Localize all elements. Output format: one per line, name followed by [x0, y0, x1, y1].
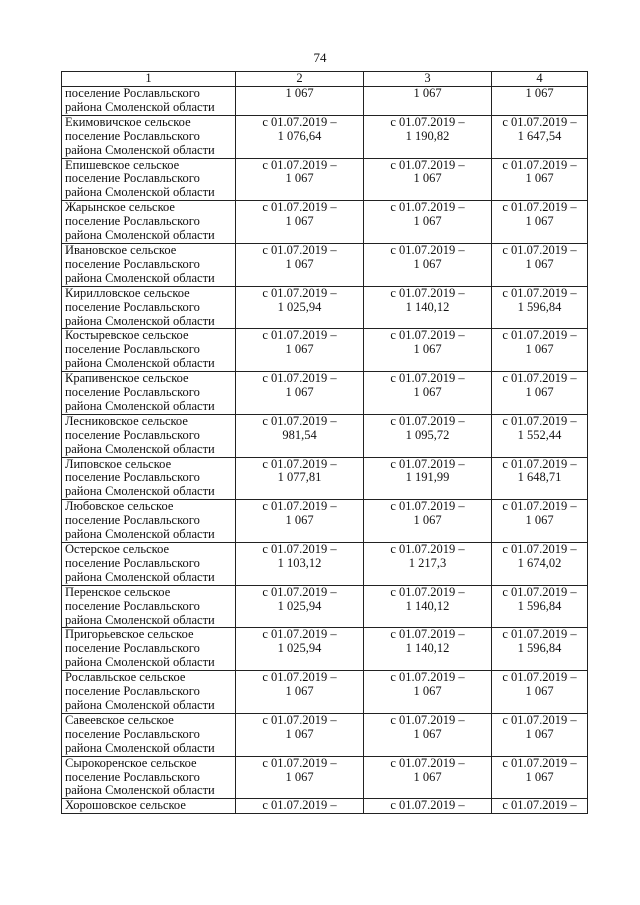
settlement-name-cell-line: Крапивенское сельское	[65, 371, 189, 386]
settlement-name-cell-line: Рославльское сельское	[65, 670, 186, 685]
value-cell-col2-line: с 01.07.2019 –	[262, 713, 337, 727]
table-row	[62, 87, 588, 116]
value-cell-col2	[236, 201, 364, 244]
settlement-name-cell-line: поселение Рославльского	[65, 128, 200, 143]
settlement-name-cell-line: Костыревское сельское	[65, 328, 189, 343]
value-cell-col3-line: 1 095,72	[405, 427, 450, 442]
settlement-name-cell-line: поселение Рославльского	[65, 171, 200, 186]
value-cell-col2	[236, 628, 364, 671]
value-cell-col2-line: 981,54	[282, 427, 317, 442]
value-cell-col3-line: 1 191,99	[405, 470, 450, 485]
settlement-name-cell	[62, 713, 236, 756]
settlement-name-cell	[62, 585, 236, 628]
table-header	[62, 72, 588, 87]
settlement-name-cell-line: Любовское сельское	[65, 499, 174, 514]
settlement-name-cell	[62, 158, 236, 201]
value-cell-col3	[364, 500, 492, 543]
value-cell-col2-line: 1 076,64	[277, 128, 322, 143]
settlement-name-cell-line: района Смоленской области	[65, 228, 215, 243]
value-cell-col2-line: 1 025,94	[277, 598, 322, 613]
value-cell-col2	[236, 457, 364, 500]
value-cell-col4-line: с 01.07.2019 –	[502, 414, 577, 428]
value-cell-col4-line: с 01.07.2019 –	[502, 713, 577, 727]
value-cell-col4-line: 1 067	[525, 684, 554, 699]
value-cell-col4-line: 1 067	[525, 342, 554, 357]
settlement-name-cell-line: района Смоленской области	[65, 527, 215, 542]
settlement-name-cell-line: района Смоленской области	[65, 99, 215, 114]
value-cell-col3-line: 1 067	[413, 214, 442, 229]
value-cell-col2-line: 1 067	[285, 171, 314, 186]
value-cell-col2-line: 1 067	[285, 769, 314, 784]
value-cell-col2	[236, 671, 364, 714]
settlement-name-cell-line: района Смоленской области	[65, 185, 215, 200]
settlement-name-cell-line: поселение Рославльского	[65, 726, 200, 741]
value-cell-col4-line: 1 552,44	[517, 427, 562, 442]
value-cell-col2-line: с 01.07.2019 –	[262, 457, 337, 471]
settlement-name-cell-line: района Смоленской области	[65, 398, 215, 413]
value-cell-col4-line: 1 067	[525, 726, 554, 741]
settlement-name-cell-line: поселение Рославльского	[65, 299, 200, 314]
value-cell-col3-line: 1 067	[413, 342, 442, 357]
value-cell-col3-line: 1 067	[413, 171, 442, 186]
settlement-name-cell-line: района Смоленской области	[65, 270, 215, 285]
value-cell-col3-line: 1 067	[413, 769, 442, 784]
settlement-name-cell-line: Екимовичское сельское	[65, 115, 191, 129]
settlement-name-cell-line: поселение Рославльского	[65, 555, 200, 570]
settlement-name-cell-line: района Смоленской области	[65, 313, 215, 328]
value-cell-col2-line: с 01.07.2019 –	[262, 499, 337, 514]
settlement-name-cell-line: поселение Рославльского	[65, 385, 200, 400]
value-cell-col4-line: с 01.07.2019 –	[502, 457, 577, 471]
tariff-table	[61, 71, 588, 814]
value-cell-col2-line: 1 077,81	[277, 470, 322, 485]
column-header-4: 4	[492, 72, 588, 87]
value-cell-col4-line: с 01.07.2019 –	[502, 798, 577, 813]
value-cell-col3-line: с 01.07.2019 –	[390, 798, 465, 813]
value-cell-col2	[236, 115, 364, 158]
settlement-name-cell	[62, 286, 236, 329]
settlement-name-cell-line: Епишевское сельское	[65, 158, 180, 172]
settlement-name-cell	[62, 372, 236, 415]
settlement-name-cell-line: поселение Рославльского	[65, 769, 200, 784]
settlement-name-cell-line: поселение Рославльского	[65, 427, 200, 442]
value-cell-col4	[492, 628, 588, 671]
value-cell-col3	[364, 372, 492, 415]
value-cell-col4-line: с 01.07.2019 –	[502, 200, 577, 215]
value-cell-col2-line: 1 025,94	[277, 641, 322, 656]
value-cell-col2-line: с 01.07.2019 –	[262, 798, 337, 813]
value-cell-col3-line: с 01.07.2019 –	[390, 457, 465, 471]
settlement-name-cell-line: поселение Рославльского	[65, 86, 200, 100]
settlement-name-cell-line: района Смоленской области	[65, 783, 215, 798]
settlement-name-cell-line: Пригорьевское сельское	[65, 627, 194, 642]
value-cell-col4	[492, 158, 588, 201]
value-cell-col4-line: 1 067	[525, 86, 554, 100]
value-cell-col4-line: с 01.07.2019 –	[502, 243, 577, 257]
value-cell-col2	[236, 799, 364, 814]
value-cell-col4-line: с 01.07.2019 –	[502, 499, 577, 514]
value-cell-col2-line: 1 067	[285, 342, 314, 357]
page-number: 74	[313, 50, 327, 65]
value-cell-col3	[364, 585, 492, 628]
value-cell-col3-line: 1 067	[413, 513, 442, 528]
settlement-name-cell-line: района Смоленской области	[65, 484, 215, 499]
settlement-name-cell-line: Кирилловское сельское	[65, 286, 190, 300]
table-row	[62, 158, 588, 201]
value-cell-col2-line: с 01.07.2019 –	[262, 756, 337, 770]
settlement-name-cell-line: района Смоленской области	[65, 697, 215, 712]
value-cell-col4	[492, 372, 588, 415]
value-cell-col2-line: 1 103,12	[277, 555, 322, 570]
value-cell-col4-line: с 01.07.2019 –	[502, 756, 577, 770]
value-cell-col3-line: 1 067	[413, 726, 442, 741]
settlement-name-cell	[62, 115, 236, 158]
settlement-name-cell-line: Жарынское сельское	[65, 200, 175, 215]
settlement-name-cell	[62, 457, 236, 500]
value-cell-col3-line: 1 067	[413, 684, 442, 699]
value-cell-col4	[492, 799, 588, 814]
value-cell-col4	[492, 671, 588, 714]
value-cell-col2-line: 1 067	[285, 214, 314, 229]
value-cell-col3-line: 1 140,12	[405, 299, 450, 314]
value-cell-col3	[364, 87, 492, 116]
settlement-name-cell-line: поселение Рославльского	[65, 470, 200, 485]
value-cell-col3	[364, 628, 492, 671]
settlement-name-cell	[62, 243, 236, 286]
value-cell-col2	[236, 87, 364, 116]
settlement-name-cell-line: поселение Рославльского	[65, 684, 200, 699]
table-row	[62, 414, 588, 457]
value-cell-col2-line: 1 067	[285, 385, 314, 400]
value-cell-col4	[492, 115, 588, 158]
settlement-name-cell	[62, 628, 236, 671]
settlement-name-cell-line: поселение Рославльского	[65, 342, 200, 357]
value-cell-col2-line: с 01.07.2019 –	[262, 414, 337, 428]
value-cell-col4	[492, 201, 588, 244]
settlement-name-cell-line: Ивановское сельское	[65, 243, 177, 257]
value-cell-col4-line: 1 596,84	[517, 641, 562, 656]
value-cell-col3-line: 1 067	[413, 256, 442, 271]
value-cell-col3	[364, 671, 492, 714]
value-cell-col4	[492, 286, 588, 329]
value-cell-col3-line: 1 140,12	[405, 598, 450, 613]
value-cell-col2-line: с 01.07.2019 –	[262, 542, 337, 556]
value-cell-col4	[492, 756, 588, 799]
value-cell-col2	[236, 329, 364, 372]
value-cell-col2	[236, 372, 364, 415]
value-cell-col2-line: с 01.07.2019 –	[262, 585, 337, 599]
value-cell-col3-line: с 01.07.2019 –	[390, 328, 465, 343]
settlement-name-cell	[62, 799, 236, 814]
value-cell-col3-line: с 01.07.2019 –	[390, 115, 465, 129]
settlement-name-cell-line: района Смоленской области	[65, 655, 215, 670]
value-cell-col2-line: с 01.07.2019 –	[262, 200, 337, 215]
value-cell-col2-line: 1 067	[285, 684, 314, 699]
value-cell-col2	[236, 500, 364, 543]
table-row	[62, 243, 588, 286]
table-row	[62, 329, 588, 372]
value-cell-col3-line: 1 067	[413, 86, 442, 100]
value-cell-col3-line: 1 217,3	[408, 555, 447, 570]
value-cell-col3-line: с 01.07.2019 –	[390, 585, 465, 599]
settlement-name-cell-line: района Смоленской области	[65, 569, 215, 584]
value-cell-col3	[364, 543, 492, 586]
value-cell-col2-line: с 01.07.2019 –	[262, 286, 337, 300]
settlement-name-cell-line: Липовское сельское	[65, 457, 172, 471]
value-cell-col2	[236, 585, 364, 628]
column-header-2: 2	[236, 72, 364, 87]
value-cell-col4-line: 1 067	[525, 256, 554, 271]
value-cell-col2	[236, 713, 364, 756]
value-cell-col3	[364, 243, 492, 286]
value-cell-col3-line: с 01.07.2019 –	[390, 542, 465, 556]
column-header-1: 1	[62, 72, 236, 87]
value-cell-col4-line: с 01.07.2019 –	[502, 158, 577, 172]
value-cell-col4	[492, 713, 588, 756]
value-cell-col3	[364, 414, 492, 457]
value-cell-col4-line: с 01.07.2019 –	[502, 115, 577, 129]
value-cell-col2-line: 1 067	[285, 256, 314, 271]
value-cell-col2-line: с 01.07.2019 –	[262, 627, 337, 642]
settlement-name-cell	[62, 543, 236, 586]
settlement-name-cell-line: района Смоленской области	[65, 612, 215, 627]
settlement-name-cell-line: Лесниковское сельское	[65, 414, 188, 428]
value-cell-col4-line: 1 067	[525, 385, 554, 400]
table-row	[62, 500, 588, 543]
settlement-name-cell-line: Сырокоренское сельское	[65, 756, 197, 770]
value-cell-col4	[492, 543, 588, 586]
table-row	[62, 115, 588, 158]
settlement-name-cell-line: Остерское сельское	[65, 542, 170, 556]
value-cell-col3-line: с 01.07.2019 –	[390, 200, 465, 215]
settlement-name-cell-line: района Смоленской области	[65, 142, 215, 157]
value-cell-col3	[364, 756, 492, 799]
settlement-name-cell	[62, 500, 236, 543]
settlement-name-cell-line: поселение Рославльского	[65, 641, 200, 656]
value-cell-col3	[364, 457, 492, 500]
value-cell-col3	[364, 201, 492, 244]
settlement-name-cell	[62, 756, 236, 799]
value-cell-col3-line: с 01.07.2019 –	[390, 286, 465, 300]
value-cell-col2-line: с 01.07.2019 –	[262, 115, 337, 129]
value-cell-col4	[492, 87, 588, 116]
table-body	[62, 87, 588, 814]
value-cell-col3	[364, 329, 492, 372]
value-cell-col4-line: с 01.07.2019 –	[502, 371, 577, 386]
value-cell-col4-line: 1 648,71	[517, 470, 562, 485]
settlement-name-cell-line: района Смоленской области	[65, 441, 215, 456]
value-cell-col2	[236, 243, 364, 286]
value-cell-col4	[492, 457, 588, 500]
value-cell-col4	[492, 329, 588, 372]
settlement-name-cell-line: района Смоленской области	[65, 740, 215, 755]
value-cell-col3-line: 1 140,12	[405, 641, 450, 656]
value-cell-col4-line: 1 596,84	[517, 299, 562, 314]
settlement-name-cell-line: поселение Рославльского	[65, 256, 200, 271]
value-cell-col2	[236, 414, 364, 457]
value-cell-col4-line: 1 647,54	[517, 128, 562, 143]
column-header-3: 3	[364, 72, 492, 87]
value-cell-col3	[364, 286, 492, 329]
value-cell-col2-line: с 01.07.2019 –	[262, 158, 337, 172]
settlement-name-cell-line: поселение Рославльского	[65, 513, 200, 528]
table-row	[62, 457, 588, 500]
value-cell-col3-line: с 01.07.2019 –	[390, 756, 465, 770]
settlement-name-cell	[62, 201, 236, 244]
value-cell-col2-line: с 01.07.2019 –	[262, 670, 337, 685]
table-row	[62, 799, 588, 814]
settlement-name-cell-line: Перенское сельское	[65, 585, 171, 599]
value-cell-col3-line: с 01.07.2019 –	[390, 627, 465, 642]
value-cell-col4-line: 1 596,84	[517, 598, 562, 613]
value-cell-col4	[492, 585, 588, 628]
value-cell-col2	[236, 158, 364, 201]
value-cell-col2-line: с 01.07.2019 –	[262, 371, 337, 386]
value-cell-col4-line: с 01.07.2019 –	[502, 542, 577, 556]
value-cell-col3-line: с 01.07.2019 –	[390, 243, 465, 257]
table-row	[62, 756, 588, 799]
value-cell-col2-line: 1 067	[285, 513, 314, 528]
value-cell-col2-line: 1 067	[285, 726, 314, 741]
value-cell-col2-line: 1 025,94	[277, 299, 322, 314]
value-cell-col4	[492, 500, 588, 543]
settlement-name-cell-line: поселение Рославльского	[65, 214, 200, 229]
value-cell-col2-line: 1 067	[285, 86, 314, 100]
value-cell-col4-line: с 01.07.2019 –	[502, 627, 577, 642]
table-row	[62, 671, 588, 714]
table-row	[62, 585, 588, 628]
table-row	[62, 543, 588, 586]
value-cell-col4-line: с 01.07.2019 –	[502, 328, 577, 343]
header-row	[62, 72, 588, 87]
value-cell-col3-line: 1 190,82	[405, 128, 450, 143]
value-cell-col3	[364, 115, 492, 158]
value-cell-col3-line: с 01.07.2019 –	[390, 499, 465, 514]
value-cell-col4-line: 1 674,02	[517, 555, 562, 570]
value-cell-col3-line: с 01.07.2019 –	[390, 713, 465, 727]
value-cell-col3-line: 1 067	[413, 385, 442, 400]
table-row	[62, 628, 588, 671]
value-cell-col4-line: 1 067	[525, 513, 554, 528]
settlement-name-cell-line: Хорошовское сельское	[65, 798, 186, 813]
value-cell-col2	[236, 286, 364, 329]
settlement-name-cell	[62, 329, 236, 372]
settlement-name-cell	[62, 671, 236, 714]
value-cell-col4-line: 1 067	[525, 769, 554, 784]
value-cell-col4-line: с 01.07.2019 –	[502, 585, 577, 599]
value-cell-col3-line: с 01.07.2019 –	[390, 414, 465, 428]
value-cell-col3	[364, 713, 492, 756]
settlement-name-cell-line: поселение Рославльского	[65, 598, 200, 613]
value-cell-col4-line: с 01.07.2019 –	[502, 286, 577, 300]
table-row	[62, 713, 588, 756]
settlement-name-cell-line: района Смоленской области	[65, 356, 215, 371]
value-cell-col2	[236, 543, 364, 586]
settlement-name-cell	[62, 87, 236, 116]
value-cell-col2	[236, 756, 364, 799]
value-cell-col3-line: с 01.07.2019 –	[390, 371, 465, 386]
value-cell-col4-line: с 01.07.2019 –	[502, 670, 577, 685]
value-cell-col2-line: с 01.07.2019 –	[262, 328, 337, 343]
table-row	[62, 286, 588, 329]
value-cell-col3-line: с 01.07.2019 –	[390, 670, 465, 685]
table-row	[62, 372, 588, 415]
value-cell-col3	[364, 158, 492, 201]
value-cell-col4	[492, 414, 588, 457]
value-cell-col3	[364, 799, 492, 814]
table-row	[62, 201, 588, 244]
value-cell-col4	[492, 243, 588, 286]
value-cell-col2-line: с 01.07.2019 –	[262, 243, 337, 257]
value-cell-col4-line: 1 067	[525, 171, 554, 186]
value-cell-col4-line: 1 067	[525, 214, 554, 229]
value-cell-col3-line: с 01.07.2019 –	[390, 158, 465, 172]
settlement-name-cell-line: Савеевское сельское	[65, 713, 174, 727]
settlement-name-cell	[62, 414, 236, 457]
